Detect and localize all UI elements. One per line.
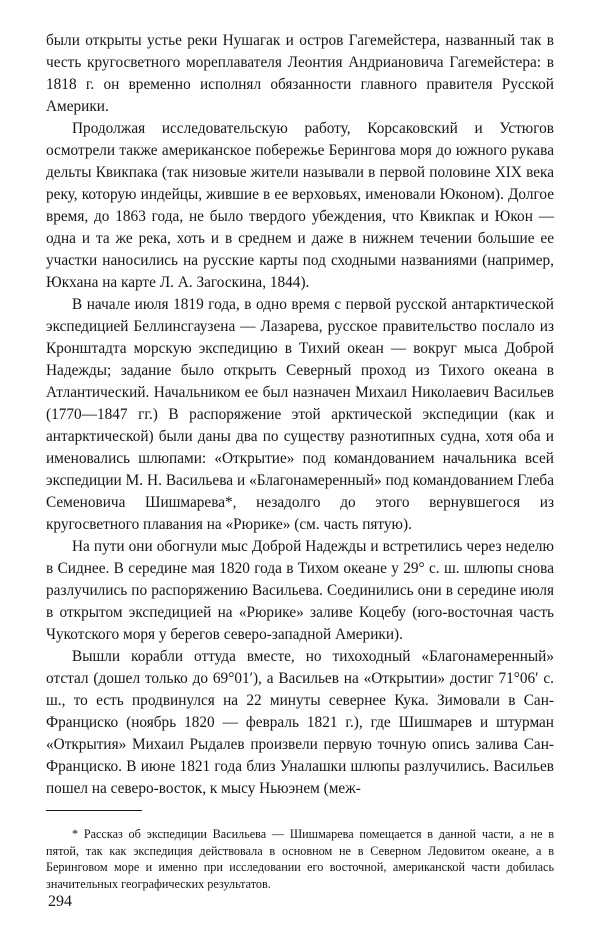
paragraph-korsakovsky: Продолжая исследовательскую работу, Корсаковский и Устюгов осмотрели также американское побережье Берингова моря до южного рукава дельты Квикпака (так низовые жители называли в первой половине XIX века реку, которую индейцы, жившие в ее верховьях, именовали Юконом). Долгое время, до 1863 года, не было твердого убеждения, что Квикпак и Юкон — одна и та же река, хоть и в среднем и даже в нижнем течении большие ее участки наносились на русские карты под сходными названиями (например, Юкхана на карте Л. А. Загоскина, 1844).	[46, 120, 554, 291]
main-text	[46, 30, 554, 800]
paragraph-cape-good-hope: На пути они обогнули мыс Доброй Надежды и встретились через неделю в Сиднее. В середине мая 1820 года в Тихом океане у 29° с. ш. шлюпы снова разлучились по распоряжению Васильева. Соединились они в середине июля в открытом экспедицией на «Рюрике» заливе Коцебу (юго-восточная часть Чукотского моря у берегов северо-западной Америки).	[46, 538, 554, 643]
footnote-divider	[46, 810, 142, 811]
footnote: * Рассказ об экспедиции Васильева — Шишмарева помещается в данной части, а не в пятой, так как экспедиция действовала в основном не в Северном Ледовитом океане, а в Беринговом море и именно при исследовании его восточной, американской части добилась значительных географических результатов.	[46, 827, 554, 891]
page-number: 294	[48, 893, 72, 910]
paragraph-ships-north: Вышли корабли оттуда вместе, но тихоходный «Благонамеренный» отстал (дошел только до 69°01′), а Васильев на «Открытии» достиг 71°06′ с. ш., то есть продвинулся на 22 минуты севернее Кука. Зимовали в Сан-Франциско (ноябрь 1820 — февраль 1821 г.), где Шишмарев и штурман «Открытия» Михаил Рыдалев произвели первую точную опись залива Сан-Франциско. В июне 1821 года близ Уналашки шлюпы разлучились. Васильев пошел на северо-восток, к мысу Ньюэнем (меж-	[46, 648, 554, 797]
paragraph-vasilyev-expedition: В начале июля 1819 года, в одно время с первой русской антарктической экспедицией Беллинсгаузена — Лазарева, русское правительство послало из Кронштадта морскую экспедицию в Тихий океан — вокруг мыса Доброй Надежды; задание было открыть Северный проход из Тихого океана в Атлантический. Начальником ее был назначен Михаил Николаевич Васильев (1770—1847 гг.) В распоряжение этой арктической экспедиции (как и антарктической) были даны два по существу разнотипных судна, хотя оба и именовались шлюпами: «Открытие» под командованием начальника всей экспедиции М. Н. Васильева и «Благонамеренный» под командованием Глеба Семеновича Шишмарева*, незадолго до этого вернувшегося из кругосветного плавания на «Рюрике» (см. часть пятую).	[46, 296, 554, 533]
paragraph-continuation: были открыты устье реки Нушагак и остров Гагемейстера, названный так в честь кругосветного мореплавателя Леонтия Андриановича Гагемейстера: в 1818 г. он временно исполнял обязанности главного правителя Русской Америки.	[46, 32, 554, 115]
book-page	[46, 30, 554, 892]
